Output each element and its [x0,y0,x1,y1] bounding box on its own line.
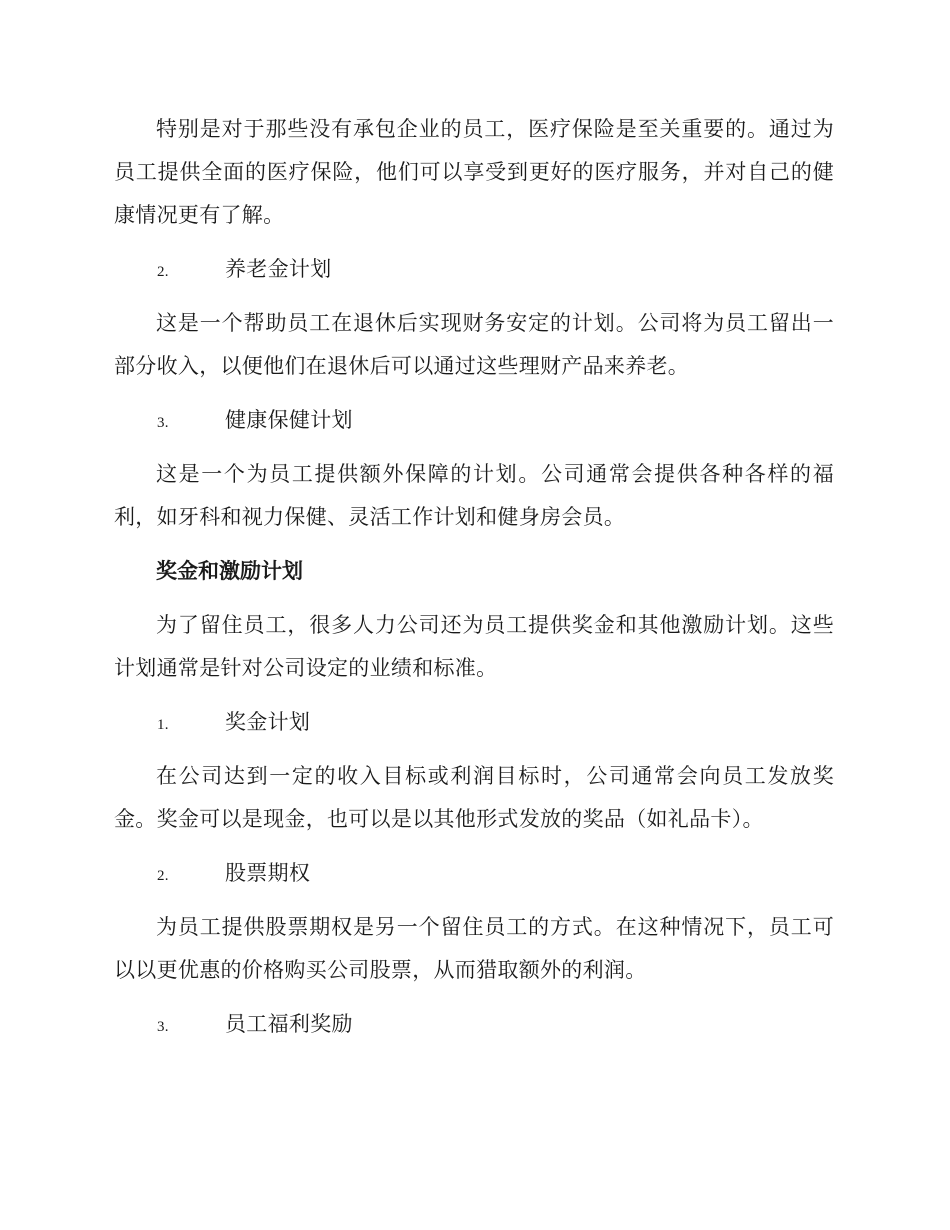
list-label: 养老金计划 [225,257,332,281]
paragraph-pension-plan: 这是一个帮助员工在退休后实现财务安定的计划。公司将为员工留出一部分收入，以便他们在退休后可以通过这些理财产品来养老。 [114,311,834,378]
paragraph-bonus-plan: 在公司达到一定的收入目标或利润目标时，公司通常会向员工发放奖金。奖金可以是现金，也可以是以其他形式发放的奖品（如礼品卡）。 [114,764,834,831]
list-number: 1. [157,717,169,733]
list-number: 2. [157,264,169,280]
paragraph-medical-insurance: 特别是对于那些没有承包企业的员工，医疗保险是至关重要的。通过为员工提供全面的医疗保险，他们可以享受到更好的医疗服务，并对自己的健康情况更有了解。 [114,117,834,227]
list-number: 3. [157,415,169,431]
list-label: 股票期权 [225,861,311,885]
paragraph-health-plan: 这是一个为员工提供额外保障的计划。公司通常会提供各种各样的福利，如牙科和视力保健、灵活工作计划和健身房会员。 [114,462,834,529]
section-heading-bonus: 奖金和激励计划 [156,559,303,583]
paragraph-stock-options: 为员工提供股票期权是另一个留住员工的方式。在这种情况下，员工可以以更优惠的价格购买公司股票，从而猎取额外的利润。 [114,915,834,982]
paragraph-bonus-intro: 为了留住员工，很多人力公司还为员工提供奖金和其他激励计划。这些计划通常是针对公司设定的业绩和标准。 [114,613,834,680]
list-number: 2. [157,868,169,884]
list-item-employee-welfare [114,1003,834,1046]
list-item-bonus-plan [114,701,834,744]
list-item-health-plan [114,399,834,442]
list-item-stock-options [114,852,834,895]
list-number: 3. [157,1019,169,1035]
document-page [114,108,834,1046]
list-label: 健康保健计划 [225,408,353,432]
list-item-pension-plan [114,248,834,291]
list-label: 员工福利奖励 [225,1012,353,1036]
list-label: 奖金计划 [225,710,311,734]
